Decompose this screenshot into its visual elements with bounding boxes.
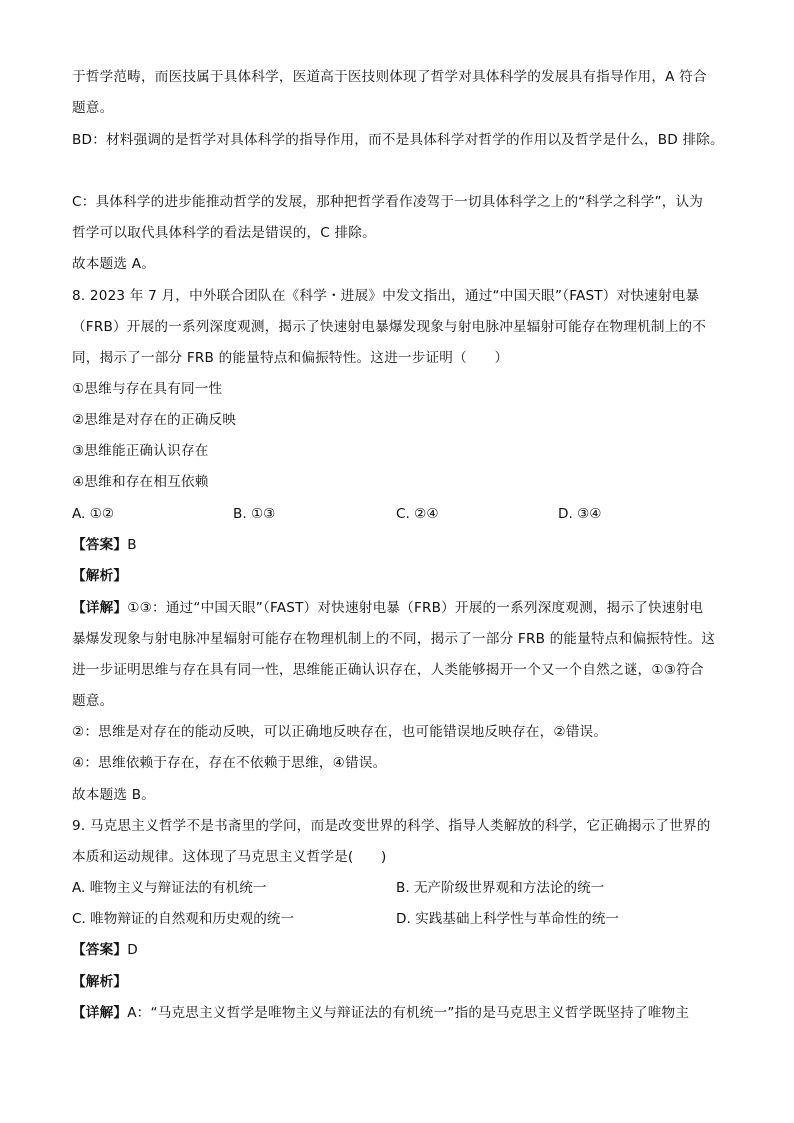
q9-analysis-tag: [72, 972, 127, 992]
q8-stem: 8. 2023 年 7 月，中外联合团队在《科学・进展》中发文指出，通过“中国天眼”（FAST）对快速射电暴: [72, 288, 700, 304]
q8-detail-line: ②：思维是对存在的能动反映，可以正确地反映存在，也可能错误地反映存在，②错误。: [72, 724, 608, 740]
q8-detail-line: 暴爆发现象与射电脉冲星辐射可能存在物理机制上的不同，揭示了一部分 FRB 的能量特点和偏振特性。这: [72, 631, 716, 647]
answer-value: B: [127, 537, 137, 553]
q8-detail-line: ④：思维依赖于存在，存在不依赖于思维，④错误。: [72, 755, 387, 771]
q8-option-c: C. ②④: [396, 506, 439, 522]
answer-value: D: [127, 942, 138, 958]
q8-detail-line: [72, 598, 703, 618]
q8-conclusion: 故本题选 B。: [72, 787, 156, 803]
q8-answer-row: [72, 535, 137, 555]
q9-option-b: B. 无产阶级世界观和方法论的统一: [396, 880, 605, 896]
q8-item: ②思维是对存在的正确反映: [72, 412, 237, 428]
q7-c-analysis: C：具体科学的进步能推动哲学的发展，那种把哲学看作凌驾于一切具体科学之上的“科学之科学”，认为: [72, 194, 704, 210]
detail-text: A：“马克思主义哲学是唯物主义与辩证法的有机统一”指的是马克思主义哲学既坚持了唯物主: [127, 1005, 690, 1021]
q9-option-a: A. 唯物主义与辩证法的有机统一: [72, 880, 267, 896]
detail-tag: 【详解】: [72, 600, 128, 616]
q8-item: ①思维与存在具有同一性: [72, 381, 223, 397]
q9-stem: 9. 马克思主义哲学不是书斋里的学问，而是改变世界的科学、指导人类解放的科学，它正确揭示了世界的: [72, 818, 711, 834]
analysis-tag: 【解析】: [72, 568, 128, 584]
q8-detail-line: 题意。: [72, 693, 114, 709]
q9-answer-row: [72, 940, 138, 960]
q7-analysis-line: 于哲学范畴，而医技属于具体科学，医道高于医技则体现了哲学对具体科学的发展具有指导作用，A 符合: [72, 69, 707, 85]
q8-item: ③思维能正确认识存在: [72, 443, 209, 459]
q8-analysis-tag: [72, 566, 127, 586]
q8-stem-cont: 同，揭示了一部分 FRB 的能量特点和偏振特性。这进一步证明（ ）: [72, 350, 509, 366]
q7-c-analysis-cont: 哲学可以取代具体科学的看法是错误的，C 排除。: [72, 225, 376, 241]
q9-option-d: D. 实践基础上科学性与革命性的统一: [396, 911, 620, 927]
q8-option-a: A. ①②: [72, 506, 115, 522]
q8-stem-cont: （FRB）开展的一系列深度观测，揭示了快速射电暴爆发现象与射电脉冲星辐射可能存在物理机制上的不: [72, 319, 707, 335]
answer-tag: 【答案】: [72, 942, 128, 958]
detail-tag: 【详解】: [72, 1005, 128, 1021]
q8-detail-line: 进一步证明思维与存在具有同一性，思维能正确认识存在，人类能够揭开一个又一个自然之谜，①③符合: [72, 662, 704, 678]
q8-item: ④思维和存在相互依赖: [72, 474, 209, 490]
q7-bd-analysis: BD：材料强调的是哲学对具体科学的指导作用，而不是具体科学对哲学的作用以及哲学是什么，BD 排除。: [72, 132, 724, 148]
q7-analysis-line: 题意。: [72, 100, 114, 116]
q9-stem-cont: 本质和运动规律。这体现了马克思主义哲学是( ): [72, 849, 387, 865]
q9-detail-line: [72, 1003, 689, 1023]
detail-text: ①③：通过“中国天眼”（FAST）对快速射电暴（FRB）开展的一系列深度观测，揭示了快速射电: [127, 600, 704, 616]
analysis-tag: 【解析】: [72, 974, 128, 990]
q8-option-d: D. ③④: [558, 506, 602, 522]
q9-option-c: C. 唯物辩证的自然观和历史观的统一: [72, 911, 295, 927]
answer-tag: 【答案】: [72, 537, 128, 553]
q8-option-b: B. ①③: [233, 506, 276, 522]
q7-conclusion: 故本题选 A。: [72, 256, 155, 272]
